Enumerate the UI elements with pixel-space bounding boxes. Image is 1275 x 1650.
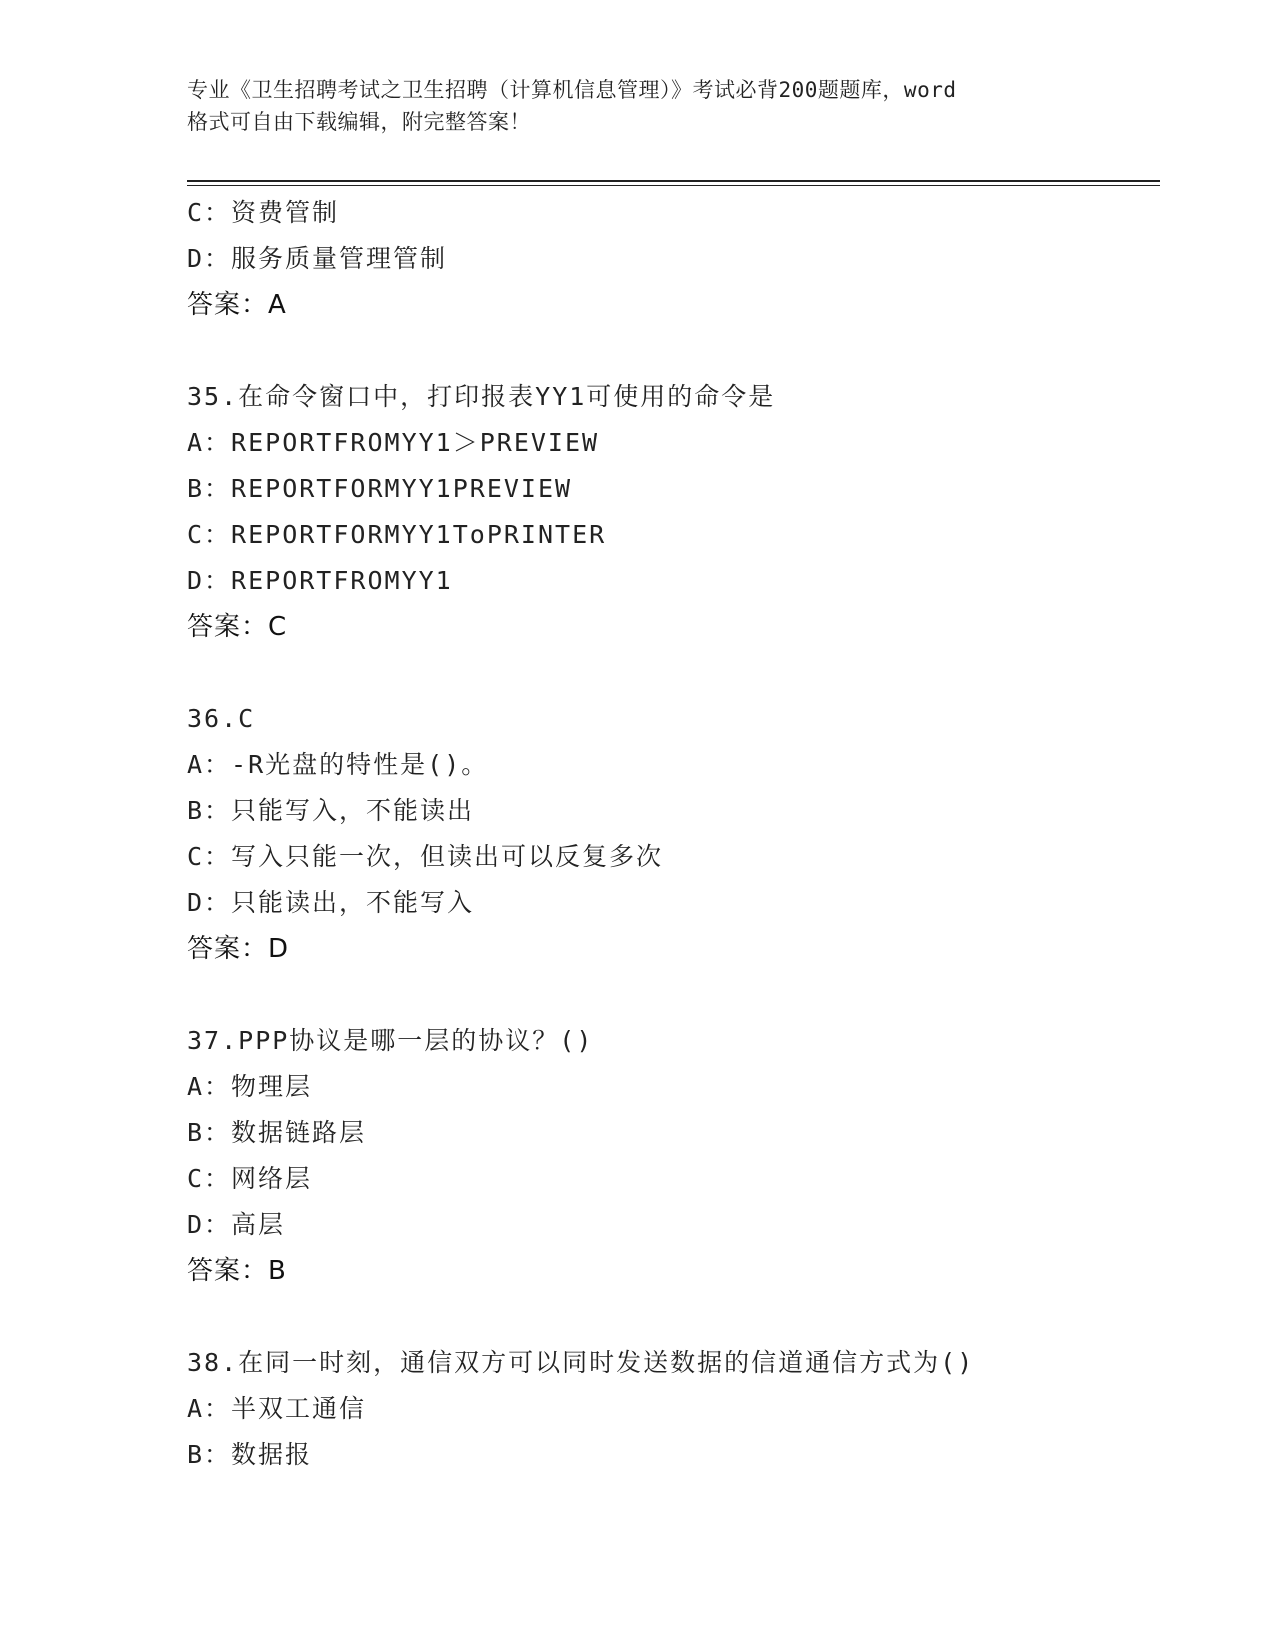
option-c: C：REPORTFORMYY1ToPRINTER (187, 520, 607, 549)
spacer (187, 650, 1147, 696)
question-block-partial (187, 190, 1147, 328)
option-c: C：网络层 (187, 1164, 313, 1193)
answer-line: 答案：B (187, 1256, 287, 1286)
option-d: D：高层 (187, 1210, 286, 1239)
document-header (187, 74, 1107, 138)
question-block-37 (187, 1018, 1147, 1294)
option-a: A：物理层 (187, 1072, 313, 1101)
spacer (187, 328, 1147, 374)
question-text: 36.C (187, 704, 256, 733)
question-block-38 (187, 1340, 1147, 1478)
option-a: A：半双工通信 (187, 1394, 367, 1423)
answer-line: 答案：D (187, 934, 290, 964)
option-c: C：写入只能一次，但读出可以反复多次 (187, 842, 664, 871)
option-b: B：REPORTFORMYY1PREVIEW (187, 474, 573, 503)
question-list (187, 190, 1147, 1478)
option-a: A：REPORTFROMYY1＞PREVIEW (187, 428, 600, 457)
spacer (187, 1294, 1147, 1340)
option-b: B：数据报 (187, 1440, 313, 1469)
question-text: 35.在命令窗口中，打印报表YY1可使用的命令是 (187, 382, 776, 411)
option-b: B：只能写入，不能读出 (187, 796, 475, 825)
question-block-35 (187, 374, 1147, 650)
option-b: B：数据链路层 (187, 1118, 367, 1147)
header-title-line-2: 格式可自由下载编辑，附完整答案！ (187, 110, 531, 134)
question-text: 37.PPP协议是哪一层的协议？() (187, 1026, 594, 1055)
answer-line: 答案：A (187, 290, 287, 320)
header-divider-thin (187, 185, 1160, 186)
option-d: D：REPORTFROMYY1 (187, 566, 453, 595)
option-d: D：只能读出，不能写入 (187, 888, 475, 917)
question-block-36 (187, 696, 1147, 972)
question-text: 38.在同一时刻，通信双方可以同时发送数据的信道通信方式为() (187, 1348, 975, 1377)
option-a: A：-R光盘的特性是()。 (187, 750, 489, 779)
spacer (187, 972, 1147, 1018)
option-d: D：服务质量管理管制 (187, 244, 448, 273)
answer-line: 答案：C (187, 612, 288, 642)
header-divider-thick (187, 180, 1160, 182)
header-title-line-1: 专业《卫生招聘考试之卫生招聘（计算机信息管理）》考试必背200题题库，word (187, 78, 957, 102)
option-c: C：资费管制 (187, 198, 340, 227)
